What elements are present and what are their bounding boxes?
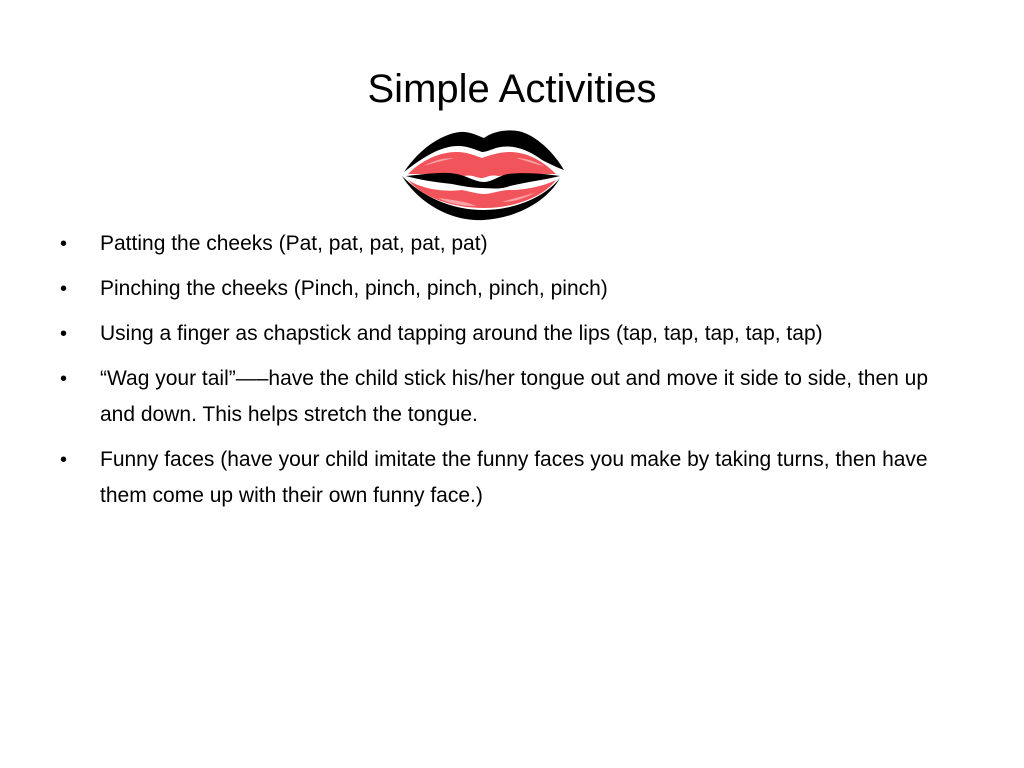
lips-icon — [398, 126, 566, 224]
slide-title: Simple Activities — [367, 67, 657, 111]
bullet-dot: • — [60, 368, 68, 390]
bullet-item — [0, 226, 1024, 262]
bullet-item — [0, 316, 1024, 352]
bullet-text: Using a finger as chapstick and tapping around the lips (tap, tap, tap, tap, tap) — [100, 322, 823, 345]
bullet-dot: • — [60, 233, 68, 255]
bullet-text: Patting the cheeks (Pat, pat, pat, pat, pat) — [100, 232, 488, 255]
bullet-text: “Wag your tail”—–have the child stick his/her tongue out and move it side to side, then up and down. This helps stretch the tongue. — [100, 367, 929, 426]
bullet-item — [0, 271, 1024, 307]
bullet-item — [0, 442, 1024, 514]
bullet-dot: • — [60, 449, 68, 471]
bullet-list — [0, 226, 1024, 523]
bullet-item — [0, 361, 1024, 433]
bullet-text: Funny faces (have your child imitate the funny faces you make by taking turns, then have them come up with their own funny face.) — [100, 448, 928, 507]
bullet-dot: • — [60, 278, 68, 300]
bullet-text: Pinching the cheeks (Pinch, pinch, pinch, pinch, pinch) — [100, 277, 608, 300]
bullet-dot: • — [60, 323, 68, 345]
